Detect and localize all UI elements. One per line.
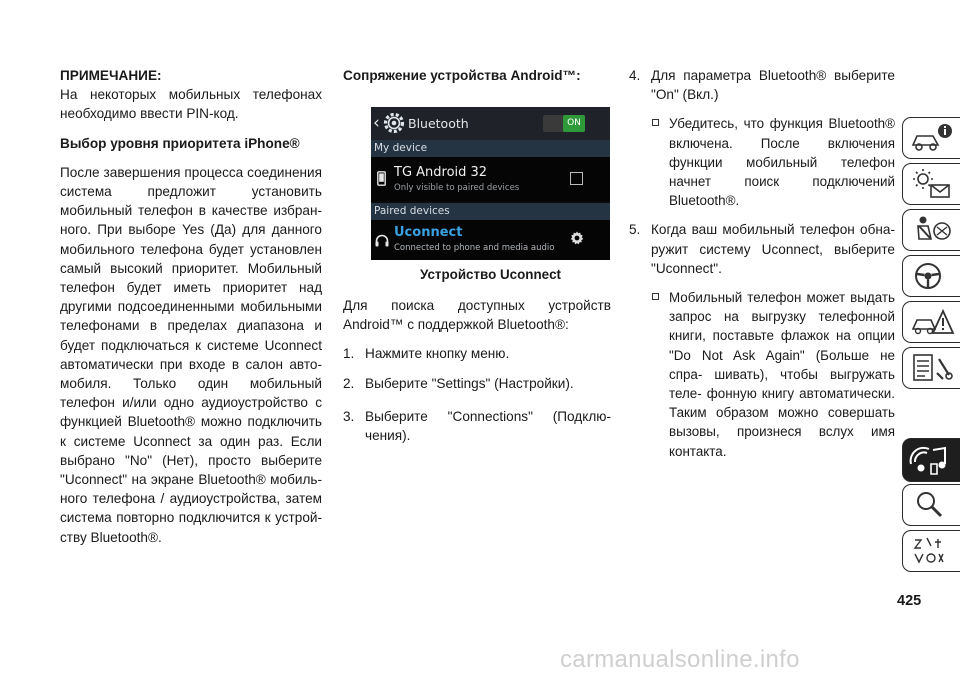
step-5 xyxy=(629,220,895,278)
tab-car-info[interactable] xyxy=(902,117,960,159)
bullet-square-icon xyxy=(652,119,659,126)
paired-desc: Connected to phone and media audio xyxy=(394,243,555,253)
right-column xyxy=(629,66,895,461)
section-paired-devices: Paired devices xyxy=(371,203,610,220)
priority-text: После завершения процесса соединения система предложит установить мобильный телефон в качестве избран- ного. При выборе Yes (Да) для данного мобильного телефона будет установлен самый высокий приоритет. Мобильный телефон будет иметь приоритет над другими подсоединенными мобильными телефонами в пределах диапазона и будет подключаться к системе Uconnect автоматически при входе в салон авто- мобиля. Только один мобильный телефон и/или одно аудиоустройство с функцией Bluetooth® можно подключить к системе Uconnect за один раз. Если выбрано "No" (Нет), просто выберите "Uconnect" на экране Bluetooth® мобиль- ного телефона / аудиоустройства, затем система повторно подключится к устрой- ству Bluetooth®. xyxy=(60,164,322,545)
back-chevron-icon: ‹ xyxy=(373,113,380,133)
step-4-subpoint xyxy=(629,114,895,210)
paired-name: Uconnect xyxy=(394,225,463,240)
step-2 xyxy=(343,374,611,393)
tab-search[interactable] xyxy=(902,484,960,526)
toggle-on-label: ON xyxy=(563,115,585,132)
device-settings-icon xyxy=(569,230,585,246)
step-number: 4. xyxy=(629,68,641,83)
step-1 xyxy=(343,344,611,363)
screen-title: Bluetooth xyxy=(408,116,469,131)
section-my-device: My device xyxy=(371,140,610,157)
android-intro: Для поиска доступных устройств Android™ с поддержкой Bluetooth®: xyxy=(343,298,611,333)
step-number: 1. xyxy=(343,346,355,362)
steering-wheel-icon xyxy=(909,259,955,293)
middle-column xyxy=(343,66,611,85)
subpoint-text: Мобильный телефон может выдать запрос на выгрузку телефонной книги, поставьте флажок на опции "Do Not Ask Again" (Больше не спра- шивать), чтобы выгружать теле- фонную книгу автоматически. Таким образом можно совершать вызовы, произнеся вслух имя контакта. xyxy=(669,290,895,459)
tab-maintenance[interactable] xyxy=(902,347,960,389)
multimedia-icon xyxy=(909,442,955,478)
middle-column-text xyxy=(343,296,611,445)
search-index-icon xyxy=(909,488,955,522)
step-text: Когда ваш мобильный телефон обна- ружит систему Uconnect, выберите "Uconnect". xyxy=(651,222,895,276)
step-number: 5. xyxy=(629,222,641,238)
page-number: 425 xyxy=(897,593,922,609)
subpoint-text: Убедитесь, что функция Bluetooth® включена. После включения функции мобильный телефон начнет поиск подключений Bluetooth®. xyxy=(669,116,895,209)
warning-lights-icon xyxy=(909,167,955,201)
step-text: Для параметра Bluetooth® выберите "On" (Вкл.) xyxy=(651,68,895,103)
android-heading: Сопряжение устройства Android™: xyxy=(343,68,581,83)
step-5-subpoint xyxy=(629,288,895,461)
step-text: Выберите "Settings" (Настройки). xyxy=(365,375,574,391)
paired-row xyxy=(371,220,610,260)
visibility-checkbox xyxy=(570,172,583,185)
tab-steering-wheel[interactable] xyxy=(902,255,960,297)
step-number: 2. xyxy=(343,375,355,391)
step-4 xyxy=(629,66,895,104)
step-number: 3. xyxy=(343,408,355,424)
bluetooth-screen-image xyxy=(371,107,610,260)
image-caption: Устройство Uconnect xyxy=(419,267,562,282)
tab-multimedia[interactable] xyxy=(902,438,960,482)
device-row xyxy=(371,157,610,201)
headphones-icon xyxy=(375,234,389,247)
step-text: Нажмите кнопку меню. xyxy=(365,346,510,362)
priority-heading: Выбор уровня приоритета iPhone® xyxy=(60,135,300,151)
airbag-seatbelt-icon xyxy=(909,213,955,247)
step-text: Выберите "Connections" (Подклю- чения). xyxy=(365,408,611,444)
breakdown-triangle-icon xyxy=(909,305,955,339)
device-name: TG Android 32 xyxy=(394,165,488,180)
device-desc: Only visible to paired devices xyxy=(394,183,520,193)
bullet-square-icon xyxy=(652,293,659,300)
note-text: На некоторых мобильных телефонах необходимо ввести PIN-код. xyxy=(60,87,322,122)
tab-language[interactable] xyxy=(902,530,960,572)
car-info-icon xyxy=(909,121,955,155)
bluetooth-toggle xyxy=(543,115,585,132)
language-index-icon xyxy=(909,534,955,568)
tab-breakdown[interactable] xyxy=(902,301,960,343)
phone-icon xyxy=(377,171,386,186)
tab-warning-lights[interactable] xyxy=(902,163,960,205)
note-heading: ПРИМЕЧАНИЕ: xyxy=(60,68,162,83)
watermark: carmanualsonline.info xyxy=(560,646,800,673)
settings-gear-icon xyxy=(383,112,405,134)
maintenance-list-icon xyxy=(909,351,955,385)
step-3 xyxy=(343,407,611,445)
left-column xyxy=(60,66,322,547)
tab-airbag-seatbelt[interactable] xyxy=(902,209,960,251)
